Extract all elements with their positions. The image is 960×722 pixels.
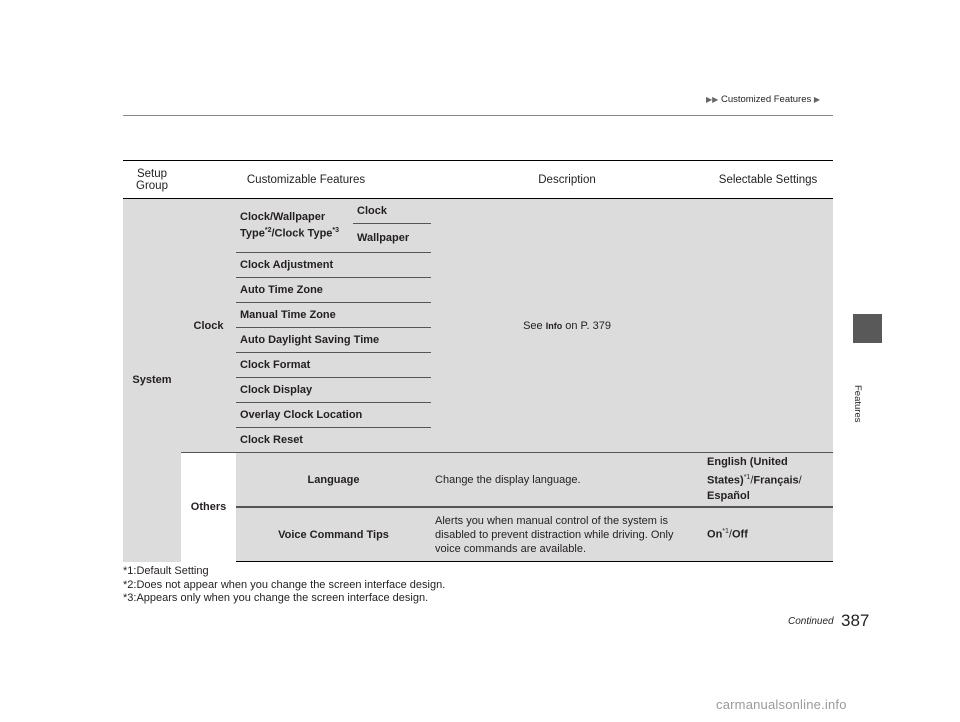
feature-clock-reset: Clock Reset [236,428,431,453]
footnote: *1:Default Setting [123,565,209,577]
header-description: Description [431,161,703,199]
feature-clock-display: Clock Display [236,378,431,403]
feature-auto-time-zone: Auto Time Zone [236,278,431,303]
feature-clock-adjustment: Clock Adjustment [236,253,431,278]
subgroup-others: Others [181,453,236,562]
continued-label: Continued [788,616,834,627]
footnote: *2:Does not appear when you change the screen interface design. [123,578,446,591]
customizable-features-table [123,160,833,562]
voice-settings: On$^{*1}$/Off [703,507,833,562]
header-customizable-features: Customizable Features [181,161,431,199]
feature-clock-type: Clock/Wallpaper Type$^{*2}$/Clock Type$^{*3}$ [236,199,353,253]
group-system: System [123,199,181,562]
option-wallpaper: Wallpaper [353,224,431,253]
feature-language: Language [236,453,431,508]
feature-clock-format: Clock Format [236,353,431,378]
breadcrumb-arrow-icon: ▶▶ [706,95,719,104]
info-reference: Info [545,320,563,331]
feature-overlay-clock-location: Overlay Clock Location [236,403,431,428]
feature-voice-command-tips: Voice Command Tips [236,507,431,562]
page-number: 387 [841,611,870,630]
clock-description: See Info on P. 379 [431,199,703,453]
clock-settings [703,199,833,453]
feature-manual-time-zone: Manual Time Zone [236,303,431,328]
watermark: carmanualsonline.info [716,697,847,712]
header-rule [123,115,833,116]
footnotes [123,565,445,606]
language-description: Change the display language. [431,453,703,508]
header-selectable-settings: Selectable Settings [703,161,833,199]
language-settings: English (United States)$^{*1}$/Français/ Español [703,453,833,508]
section-tab [853,314,882,343]
option-clock: Clock [353,199,431,224]
feature-auto-dst: Auto Daylight Saving Time [236,328,431,353]
breadcrumb-label: Customized Features [720,94,812,105]
subgroup-clock: Clock [181,199,236,453]
voice-description: Alerts you when manual control of the system is disabled to prevent distraction while driving. Only voice commands are available. [431,507,703,562]
footnote: *3:Appears only when you change the screen interface design. [123,592,429,604]
header-setup-group: Setup Group [123,161,181,199]
breadcrumb [706,94,820,105]
section-label: Features [852,385,863,423]
breadcrumb-arrow-icon: ▶ [813,95,821,104]
